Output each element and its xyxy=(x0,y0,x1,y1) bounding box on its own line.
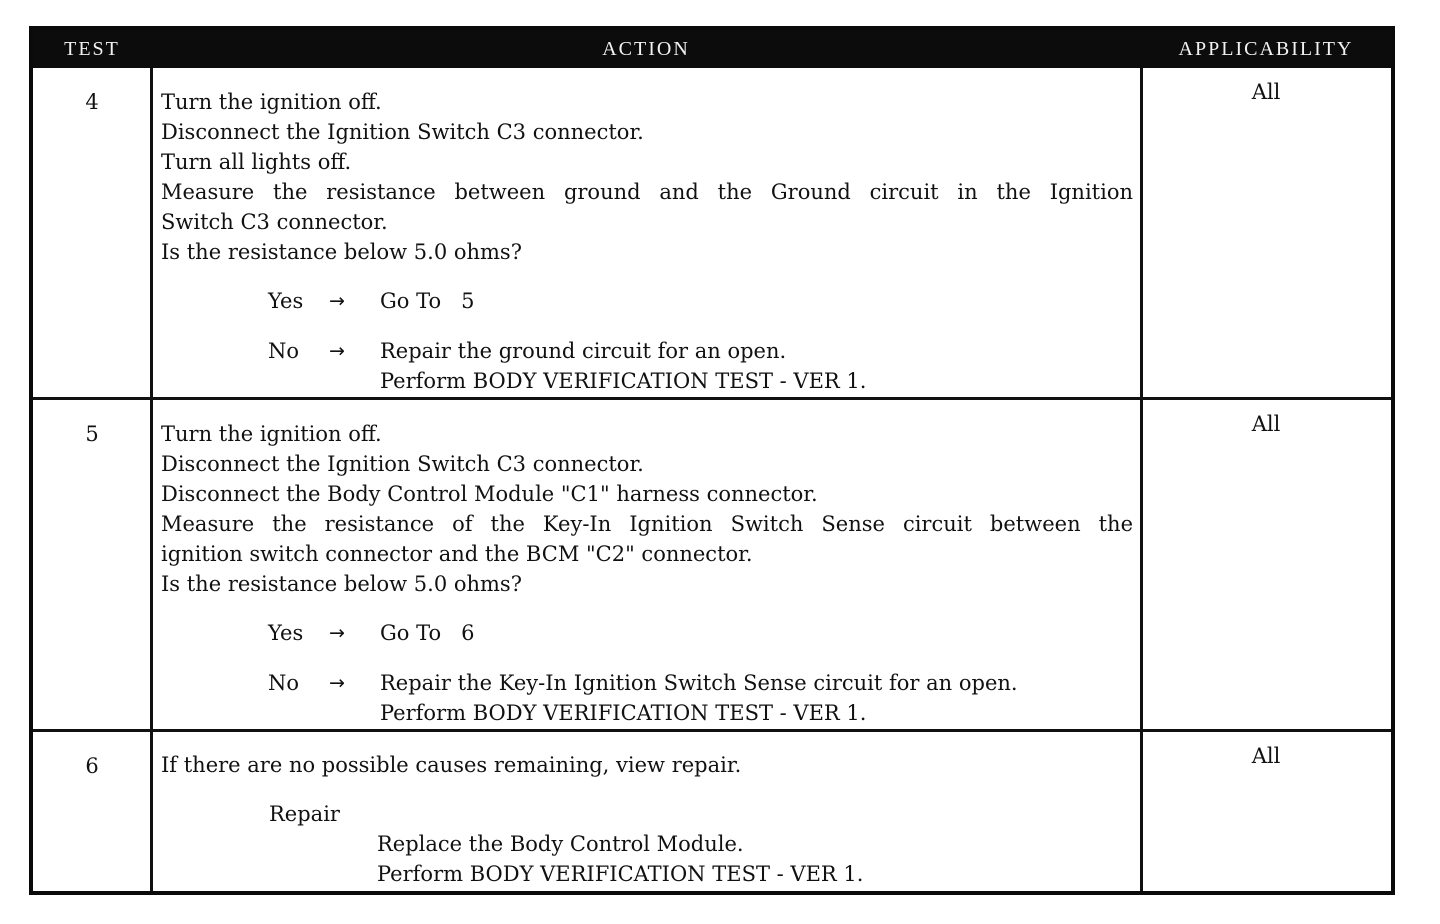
row-applicability: All xyxy=(1251,412,1281,436)
no-label: No xyxy=(268,339,300,363)
row-divider-2 xyxy=(33,729,1391,732)
action-line: Switch C3 connector. xyxy=(161,210,388,234)
action-line: Turn all lights off. xyxy=(161,150,352,174)
row-action xyxy=(161,750,1133,889)
no-choice xyxy=(161,336,1133,366)
yes-choice xyxy=(161,618,1133,648)
action-line: ignition switch connector and the BCM "C2" connector. xyxy=(161,542,753,566)
row-test-number: 5 xyxy=(85,422,99,446)
action-line: Disconnect the Ignition Switch C3 connector. xyxy=(161,452,644,476)
no-result-continued: Perform BODY VERIFICATION TEST - VER 1. xyxy=(380,701,867,725)
no-choice xyxy=(161,668,1133,698)
no-label: No xyxy=(268,671,300,695)
row-applicability: All xyxy=(1251,744,1281,768)
row-action xyxy=(161,419,1133,728)
action-line: Measure the resistance between ground and the Ground circuit in the Ignition xyxy=(161,180,1133,204)
repair-label: Repair xyxy=(269,802,340,826)
header-action: ACTION xyxy=(602,38,690,60)
action-line: Turn the ignition off. xyxy=(161,90,382,114)
no-result-continued: Perform BODY VERIFICATION TEST - VER 1. xyxy=(380,369,867,393)
right-arrow-icon: → xyxy=(329,340,345,362)
yes-result: Go To 5 xyxy=(380,289,475,313)
yes-label: Yes xyxy=(268,621,304,645)
no-result: Repair the Key-In Ignition Switch Sense circuit for an open. xyxy=(380,671,1018,695)
header-test: TEST xyxy=(64,38,120,60)
diagnostic-test-table xyxy=(29,26,1395,895)
yes-label: Yes xyxy=(268,289,304,313)
table-header xyxy=(33,30,1391,68)
no-result: Repair the ground circuit for an open. xyxy=(380,339,787,363)
action-line: Measure the resistance of the Key-In Ignition Switch Sense circuit between the xyxy=(161,512,1133,536)
yes-choice xyxy=(161,286,1133,316)
right-arrow-icon: → xyxy=(329,622,345,644)
action-line: Is the resistance below 5.0 ohms? xyxy=(161,572,522,596)
row-action xyxy=(161,87,1133,396)
repair-result-continued: Perform BODY VERIFICATION TEST - VER 1. xyxy=(377,862,864,886)
row-test-number: 6 xyxy=(85,754,99,778)
row-test-number: 4 xyxy=(85,90,99,114)
right-arrow-icon: → xyxy=(329,290,345,312)
action-line: Is the resistance below 5.0 ohms? xyxy=(161,240,522,264)
action-line: Disconnect the Body Control Module "C1" harness connector. xyxy=(161,482,818,506)
action-line: Turn the ignition off. xyxy=(161,422,382,446)
action-line: Disconnect the Ignition Switch C3 connector. xyxy=(161,120,644,144)
row-applicability: All xyxy=(1251,80,1281,104)
yes-result: Go To 6 xyxy=(380,621,475,645)
repair-result: Replace the Body Control Module. xyxy=(377,832,744,856)
header-applicability: APPLICABILITY xyxy=(1178,38,1354,60)
action-line: If there are no possible causes remaining, view repair. xyxy=(161,753,742,777)
right-arrow-icon: → xyxy=(329,672,345,694)
row-divider-1 xyxy=(33,397,1391,400)
